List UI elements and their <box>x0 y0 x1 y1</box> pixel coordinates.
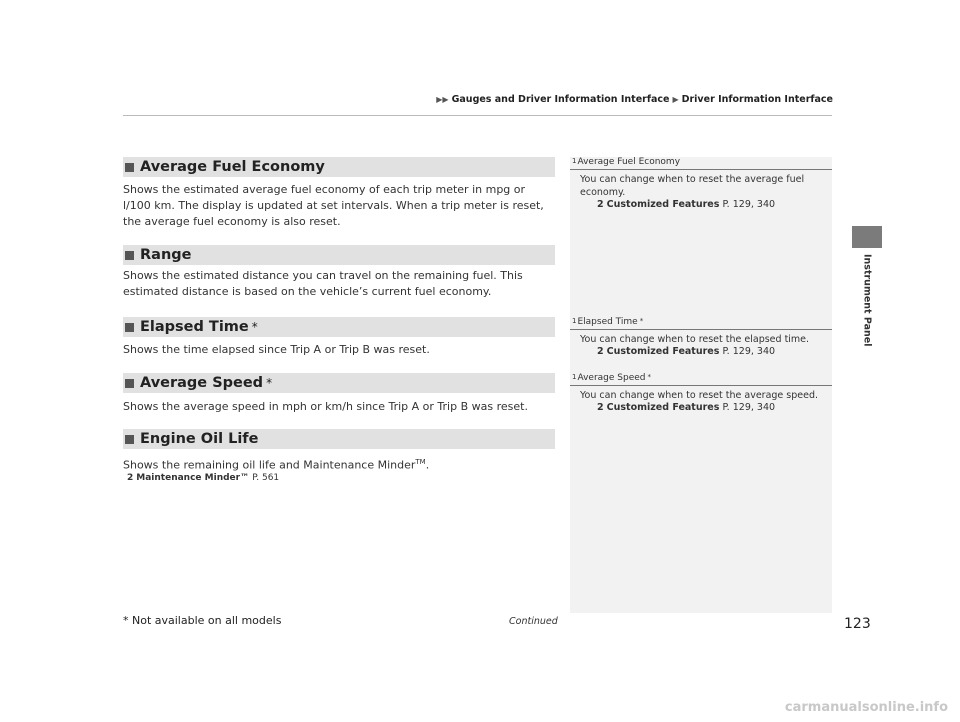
breadcrumb-page[interactable]: Driver Information Interface <box>681 94 833 105</box>
section-heading-range: Range <box>123 245 555 265</box>
breadcrumb-arrow-icon: ▶ <box>672 95 679 104</box>
cross-reference-icon: 2 <box>597 346 604 357</box>
notes-panel <box>570 157 832 613</box>
breadcrumb-arrow-icon: ▶▶ <box>436 95 449 104</box>
cross-reference-icon: 2 <box>597 402 604 413</box>
footnote: * Not available on all models <box>123 614 282 627</box>
continued-label: Continued <box>509 616 558 627</box>
note-average-fuel-economy: 1 Average Fuel Economy You can change when to reset the average fuel economy. 2 Customized Features P. 129, 340 <box>570 157 832 210</box>
note-divider <box>570 385 832 386</box>
footnote-star: * <box>251 320 258 334</box>
section-text-average-speed: Shows the average speed in mph or km/h since Trip A or Trip B was reset. <box>123 400 528 413</box>
breadcrumb <box>436 94 833 105</box>
section-text-elapsed-time: Shows the time elapsed since Trip A or Trip B was reset. <box>123 343 430 356</box>
cross-reference-customized-features[interactable]: 2 Customized Features P. 129, 340 <box>597 346 776 357</box>
note-average-speed: 1 Average Speed * You can change when to reset the average speed. 2 Customized Features P. 129, 340 <box>570 373 832 413</box>
note-title: Average Speed <box>577 373 646 383</box>
section-heading-average-fuel-economy: Average Fuel Economy <box>123 157 555 177</box>
section-text-engine-oil-life: Shows the remaining oil life and Maintenance Minder™. <box>123 458 430 472</box>
footnote-star: * <box>266 376 273 390</box>
section-heading-engine-oil-life: Engine Oil Life <box>123 429 555 449</box>
bullet-square-icon <box>125 251 134 260</box>
note-body: You can change when to reset the average speed. <box>580 390 819 401</box>
note-title: Elapsed Time <box>577 317 638 327</box>
header-divider <box>123 115 832 116</box>
note-elapsed-time: 1 Elapsed Time * You can change when to reset the elapsed time. 2 Customized Features P. 129, 340 <box>570 317 832 357</box>
bullet-square-icon <box>125 379 134 388</box>
breadcrumb-section[interactable]: Gauges and Driver Information Interface <box>451 94 670 105</box>
bullet-square-icon <box>125 163 134 172</box>
note-body: You can change when to reset the elapsed time. <box>580 334 810 345</box>
note-body: You can change when to reset the average fuel economy. <box>580 174 805 198</box>
chapter-tab <box>852 226 882 248</box>
cross-reference-maintenance-minder[interactable]: 2 Maintenance Minder™ P. 561 <box>127 470 559 486</box>
section-heading-average-speed: Average Speed * <box>123 373 555 393</box>
cross-reference-customized-features[interactable]: 2 Customized Features P. 129, 340 <box>597 402 776 413</box>
cross-reference-customized-features[interactable]: 2 Customized Features P. 129, 340 <box>597 199 776 210</box>
watermark-logo: carmanualsonline.info <box>784 700 948 715</box>
bullet-square-icon <box>125 435 134 444</box>
bullet-square-icon <box>125 323 134 332</box>
cross-reference-icon: 2 <box>597 199 604 210</box>
page-number: 123 <box>844 616 871 632</box>
section-text-range: Shows the estimated distance you can travel on the remaining fuel. This estimated distance is based on the vehicle’s current fuel economy. <box>123 269 523 298</box>
section-heading-elapsed-time: Elapsed Time * <box>123 317 555 337</box>
note-title: Average Fuel Economy <box>577 157 681 167</box>
note-divider <box>570 169 832 170</box>
cross-reference-icon: 2 <box>127 473 134 483</box>
section-text-average-fuel-economy: Shows the estimated average fuel economy of each trip meter in mpg or l/100 km. The display is updated at set intervals. When a trip meter is reset, the average fuel economy is also reset. <box>123 183 544 228</box>
chapter-label: Instrument Panel <box>861 254 873 347</box>
note-divider <box>570 329 832 330</box>
